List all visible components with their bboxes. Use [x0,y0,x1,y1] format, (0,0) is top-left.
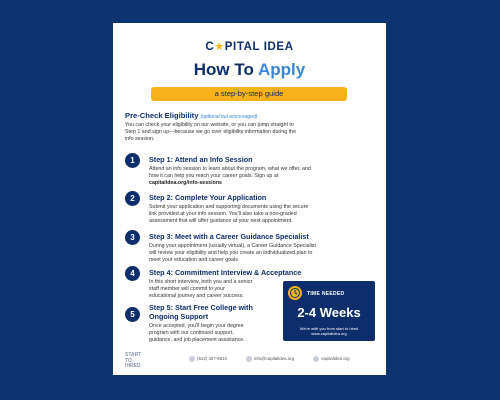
footer-email[interactable] [246,356,294,362]
footer [125,353,374,367]
step-line-3: meet your education and career goals. [149,257,240,264]
step-line-2: will review your eligibility and help you create an individualized plan to [149,250,313,257]
step-title-line-1: Step 5: Start Free College with [149,303,253,312]
footer-logo-line-2: TO [125,357,132,364]
step-number-badge: 3 [125,230,140,245]
step-description [149,204,308,226]
step-number-badge: 1 [125,153,140,168]
step-line-2: link provided at your info session. You'll also take a non-graded [149,211,297,218]
step-title [149,303,253,321]
step-2 [125,191,375,231]
precheck-text [125,122,375,144]
capital-idea-logo [113,40,386,53]
phone-icon [189,356,195,362]
step-title: Step 1: Attend an Info Session [149,155,253,164]
start-to-hired-logo [125,353,151,370]
time-needed-label: TIME NEEDED [307,291,345,297]
footer-logo-line-1: START [125,352,142,358]
step-line-3: educational journey and career success. [149,293,244,300]
logo-letter-c: C [205,41,215,53]
step-title-line-2: Ongoing Support [149,312,209,321]
step-line-2: staff member will commit to your [149,286,225,293]
email-address: info@capitalidea.org [254,356,295,362]
step-title: Step 4: Commitment Interview & Acceptance [149,268,302,277]
step-4 [125,266,302,306]
star-icon: ★ [214,41,225,53]
step-line-1: Attend an info session to learn about the program, what we offer, and [149,166,311,172]
time-needed-note [287,326,371,336]
flyer-page [113,23,386,375]
step-title: Step 3: Meet with a Career Guidance Specialist [149,232,309,241]
step-line-3: assessment that will offer guidance at your next appointment. [149,218,293,225]
step-line-2: program with our continued support, [149,330,234,337]
footer-website[interactable] [313,356,350,362]
precheck-note: (optional but encouraged) [200,114,258,120]
step-description [149,323,245,345]
step-line-1: During your appointment (usually virtual), a Career Guidance Specialist [149,243,316,249]
step-number-badge: 5 [125,307,140,322]
clock-icon [288,286,302,300]
subtitle-banner: a step-by-step guide [151,87,347,101]
step-number-badge: 2 [125,191,140,206]
precheck-line-1: You can check your eligibility on our website, or you can jump straight to [125,122,294,128]
time-needed-box [283,281,375,341]
time-note-line-1: We're with you from start to hired [299,326,359,331]
precheck-line-2: Step 1 and sign up—because we go over eligibility information during the [125,129,297,136]
precheck-line-3: info session. [125,136,155,143]
step-line-1: In this short interview, both you and a senior [149,279,253,285]
logo-word: PITAL IDEA [224,41,294,53]
info-session-url: capitalidea.org/info-sessions [149,180,222,187]
time-needed-value: 2-4 Weeks [297,305,361,320]
step-link [149,180,311,187]
step-description [149,243,316,265]
page-title [113,60,386,80]
title-part-2: Apply [257,60,306,79]
precheck-heading [125,111,257,120]
step-1 [125,153,375,193]
globe-icon [313,356,319,362]
title-part-1: How To [193,60,258,79]
footer-logo-line-3: HIRED [125,363,141,369]
mail-icon [246,356,252,362]
step-5 [125,303,275,348]
step-description [149,166,311,188]
step-title: Step 2: Complete Your Application [149,193,267,202]
precheck-title: Pre-Check Eligibility [125,111,199,120]
website-url: capitalidea.org [321,356,350,362]
step-line-2: how it can help you reach your career goals. Sign up at [149,173,279,180]
time-note-line-2: www.capitalidea.org [311,331,347,337]
step-line-1: Submit your application and supporting documents using the secure [149,204,309,210]
step-number-badge: 4 [125,266,140,281]
step-line-1: Once accepted, you'll begin your degree [149,323,244,329]
step-3 [125,230,375,270]
step-line-3: guidance, and job placement assistance. [149,337,245,344]
footer-phone[interactable] [189,356,227,362]
phone-number: (512) 457-8610 [197,356,228,362]
step-description [149,279,252,301]
